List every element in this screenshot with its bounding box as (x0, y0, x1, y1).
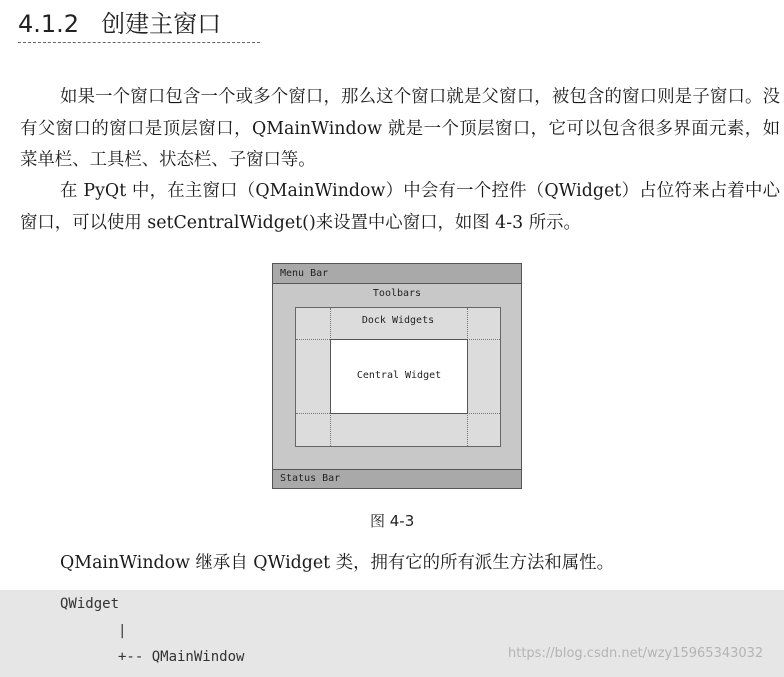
watermark-url: https://blog.csdn.net/wzy15965343032 (508, 646, 764, 661)
paragraph-inheritance: QMainWindow 继承自 QWidget 类，拥有它的所有派生方法和属性。 (60, 553, 614, 573)
code-line: +-- QMainWindow (118, 649, 245, 665)
paragraph-central-widget: 在 PyQt 中，在主窗口（QMainWindow）中会有一个控件（QWidget）占位符来占着中心窗口，可以使用 setCentralWidget()来设置中心窗口，如图 4-3 所示。 (20, 181, 780, 233)
section-heading (18, 6, 260, 43)
section-title: 创建主窗口 (101, 10, 222, 38)
code-line: QWidget (60, 596, 120, 612)
paragraph-parent-window: 如果一个窗口包含一个或多个窗口，那么这个窗口就是父窗口，被包含的窗口则是子窗口。没有父窗口的窗口是顶层窗口，QMainWindow 就是一个顶层窗口，它可以包含很多界面元素，如菜单栏、工具栏、状态栏、子窗口等。 (20, 87, 780, 170)
code-block (0, 590, 784, 677)
main-window-layout-figure (272, 263, 522, 489)
code-line: | (118, 623, 127, 639)
figure-dock-widgets-label: Dock Widgets (361, 315, 435, 326)
section-number: 4.1.2 (18, 10, 80, 38)
figure-toolbars-label: Toolbars (372, 288, 422, 299)
figure-central-widget: Central Widget (330, 339, 468, 414)
figure-menu-bar: Menu Bar (273, 264, 521, 284)
figure-status-bar: Status Bar (273, 469, 521, 488)
figure-caption: 图 4-3 (370, 512, 415, 530)
